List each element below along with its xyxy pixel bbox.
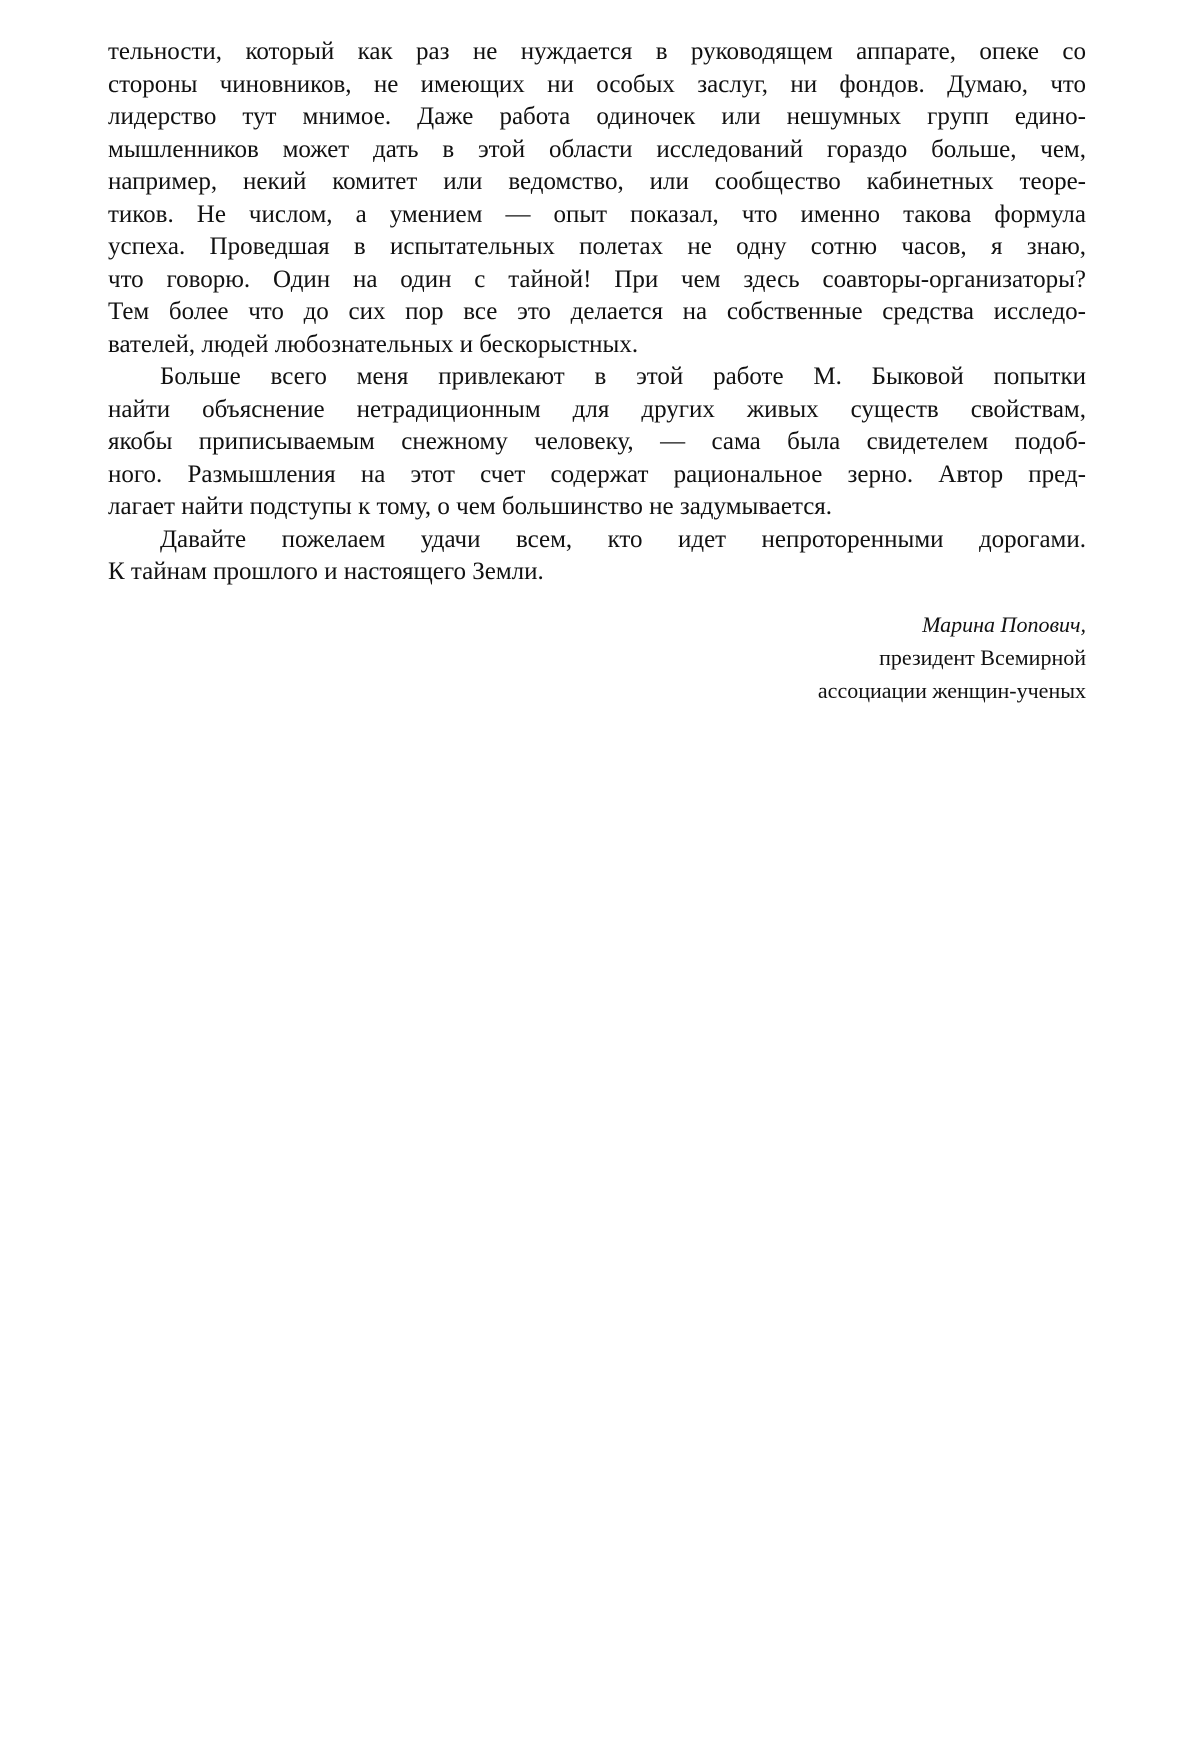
text-line: найти объяснение нетрадиционным для других живых существ свойствам, [108, 395, 1086, 423]
paragraph-2 [108, 361, 1086, 524]
body-text [108, 36, 1086, 589]
text-line: ного. Размышления на этот счет содержат рациональное зерно. Автор пред- [108, 460, 1086, 488]
text-line: что говорю. Один на один с тайной! При чем здесь соавторы-организаторы? [108, 265, 1086, 293]
text-line: тельности, который как раз не нуждается в руководящем аппарате, опеке со [108, 38, 1086, 65]
paragraph-3 [108, 524, 1086, 589]
text-line: Давайте пожелаем удачи всем, кто идет непроторенными дорогами. [160, 525, 1086, 553]
text-line: успеха. Проведшая в испытательных полетах не одну сотню часов, я знаю, [108, 233, 1086, 260]
signature-title-line-2: ассоциации женщин-ученых [817, 678, 1086, 703]
signature-name: Марина Попович, [922, 612, 1086, 637]
text-line: тиков. Не числом, а умением — опыт показал, что именно такова формула [108, 200, 1086, 228]
text-line: Больше всего меня привлекают в этой работе М. Быковой попытки [160, 363, 1086, 390]
text-line: лагает найти подступы к тому, о чем большинство не задумывается. [108, 493, 833, 520]
text-line: якобы приписываемым снежному человеку, — сама была свидетелем подоб- [108, 428, 1086, 455]
text-line: К тайнам прошлого и настоящего Земли. [108, 558, 544, 585]
text-line: Тем более что до сих пор все это делается на собственные средства исследо- [108, 298, 1086, 325]
text-line: вателей, людей любознательных и бескорыстных. [108, 330, 639, 358]
text-line: лидерство тут мнимое. Даже работа одиночек или нешумных групп едино- [108, 103, 1086, 130]
signature-block [818, 608, 1086, 707]
paragraph-1 [108, 36, 1086, 361]
text-line: мышленников может дать в этой области исследований гораздо больше, чем, [108, 135, 1086, 163]
text-line: стороны чиновников, не имеющих ни особых заслуг, ни фондов. Думаю, что [108, 70, 1086, 98]
text-line: например, некий комитет или ведомство, или сообщество кабинетных теоре- [108, 168, 1086, 195]
signature-title-line-1: президент Всемирной [879, 645, 1086, 670]
